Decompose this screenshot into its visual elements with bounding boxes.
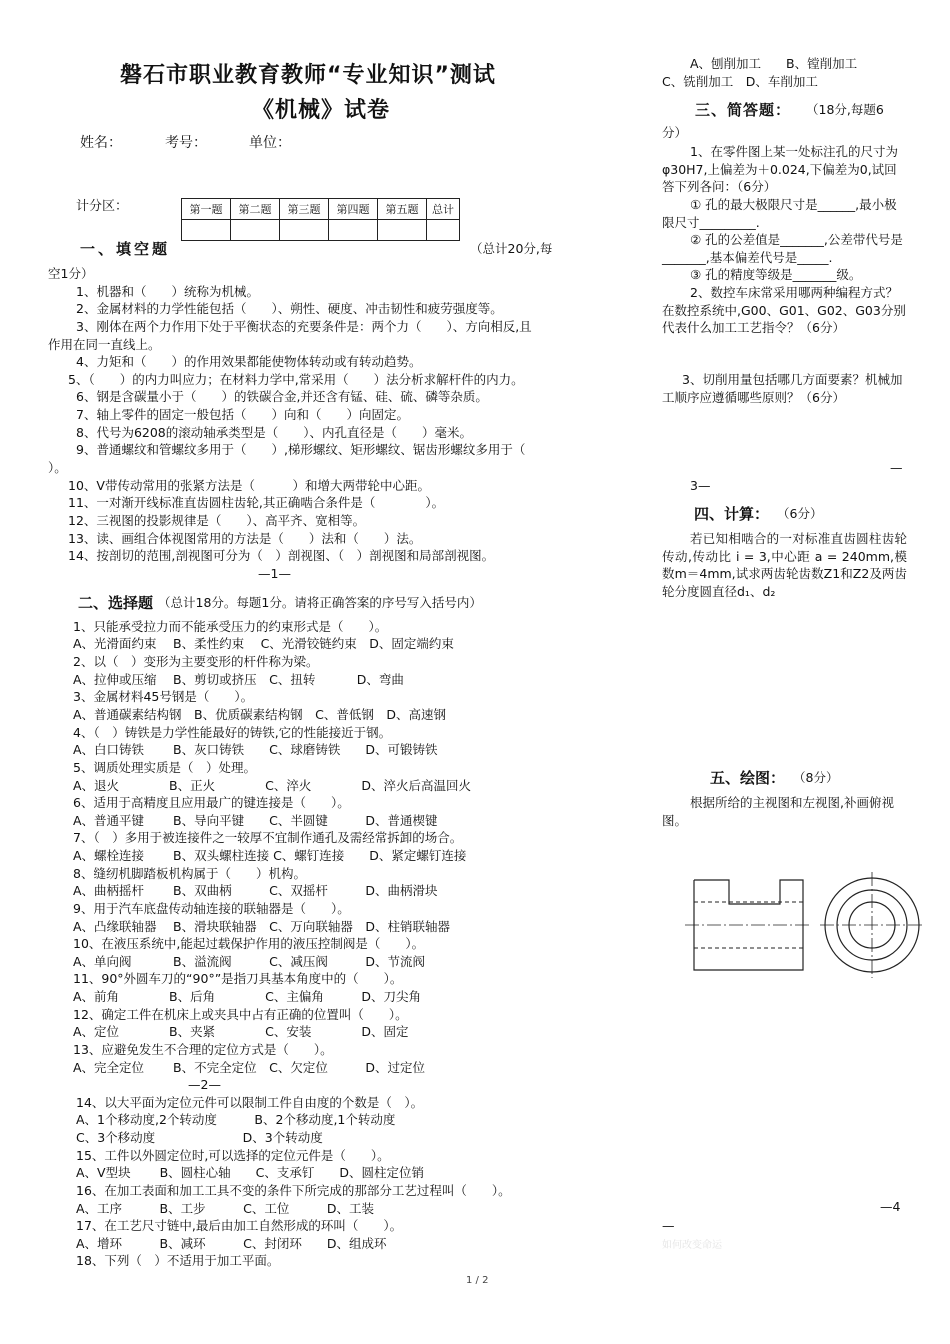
faint-watermark-text: 如何改变命运	[662, 1240, 722, 1251]
score-header: 第三题	[280, 199, 329, 220]
q18-options-2: C、铣削加工 D、车削加工	[662, 74, 818, 89]
s2-line: A、增环 B、减环 C、封闭环 D、组成环	[76, 1236, 387, 1251]
section5-note: （8分）	[793, 770, 839, 785]
s2-line: A、拉伸或压缩 B、剪切或挤压 C、扭转 D、弯曲	[73, 672, 404, 687]
section1-note: （总计20分,每	[470, 241, 553, 256]
score-cell[interactable]	[378, 220, 427, 241]
section3-note2: 分）	[662, 125, 688, 140]
s2-line: 10、在液压系统中,能起过载保护作用的液压控制阀是（ ）。	[73, 936, 425, 951]
score-header: 总计	[427, 199, 460, 220]
s1-item: 6、钢是含碳量小于（ ）的铁碳合金,并还含有锰、硅、硫、磷等杂质。	[76, 389, 488, 404]
s1-item: 1、机器和（ ）统称为机械。	[76, 284, 259, 299]
s2-line: A、单向阀 B、溢流阀 C、减压阀 D、节流阀	[73, 954, 425, 969]
s2-line: 6、适用于高精度且应用最广的键连接是（ ）。	[73, 795, 350, 810]
s2-line: 8、缝纫机脚踏板机构属于（ ）机构。	[73, 866, 306, 881]
s1-item: 11、一对渐开线标准直齿圆柱齿轮,其正确啮合条件是（ ）。	[68, 495, 445, 510]
score-header: 第二题	[231, 199, 280, 220]
mechanical-drawing	[682, 868, 922, 978]
s1-item: 5、（ ）的内力叫应力；在材料力学中,常采用（ ）法分析求解杆件的内力。	[68, 372, 524, 387]
score-table	[181, 198, 460, 241]
s1-item: 9、普通螺纹和管螺纹多用于（ ）,梯形螺纹、矩形螺纹、锯齿形螺纹多用于（	[76, 442, 526, 457]
s2-line: A、V型块 B、圆柱心轴 C、支承钉 D、圆柱定位销	[76, 1165, 425, 1180]
s1-item: 13、读、画组合体视图常用的方法是（ ）法和（ ）法。	[68, 531, 422, 546]
s1-item: 2、金属材料的力学性能包括（ ）、朔性、硬度、冲击韧性和疲劳强度等。	[76, 301, 503, 316]
s2-line: 15、工件以外圆定位时,可以选择的定位元件是（ ）。	[76, 1148, 390, 1163]
s3-q1b: ② 孔的公差值是_______,公差带代号是_______,基本偏差代号是_____.	[662, 232, 903, 265]
s2-line: A、曲柄摇杆 B、双曲柄 C、双摇杆 D、曲柄滑块	[73, 883, 438, 898]
left-view	[820, 872, 922, 978]
front-view	[685, 880, 812, 970]
s2-line: 1、只能承受拉力而不能承受压力的约束形式是（ ）。	[73, 619, 388, 634]
name-label: 姓名：	[80, 135, 122, 151]
section2-note: （总计18分。每题1分。请将正确答案的序号写入括号内）	[158, 595, 482, 610]
s2-line: 7、（ ）多用于被连接件之一较厚不宜制作通孔及需经常拆卸的场合。	[73, 830, 463, 845]
s1-item: 12、三视图的投影规律是（ ）、高平齐、宽相等。	[68, 513, 366, 528]
s2-line: A、白口铸铁 B、灰口铸铁 C、球磨铸铁 D、可锻铸铁	[73, 742, 438, 757]
section5-heading: 五、绘图：	[710, 769, 786, 787]
section4-note: （6分）	[777, 506, 823, 521]
s2-line: A、凸缘联轴器 B、滑块联轴器 C、万向联轴器 D、柱销联轴器	[73, 919, 450, 934]
score-header: 第五题	[378, 199, 427, 220]
section1-heading: 一、填空题	[80, 240, 171, 258]
s2-line: A、退火 B、正火 C、淬火 D、淬火后高温回火	[73, 778, 471, 793]
s2-line: 18、下列（ ）不适用于加工平面。	[76, 1253, 280, 1268]
s1-item: 8、代号为6208的滚动轴承类型是（ ）、内孔直径是（ ）毫米。	[76, 425, 473, 440]
exam-no-label: 考号：	[165, 135, 207, 151]
s2-line: A、前角 B、后角 C、主偏角 D、刀尖角	[73, 989, 421, 1004]
s4-text: 若已知相啮合的一对标准直齿圆柱齿轮传动,传动比 i = 3,中心距 a = 240mm,模数m＝4mm,试求两齿轮齿数Z1和Z2及两齿轮分度圆直径d₁、d₂	[662, 531, 907, 600]
page-mark-2: —2—	[188, 1077, 221, 1092]
s2-line: A、光滑面约束 B、柔性约束 C、光滑铰链约束 D、固定端约束	[73, 636, 454, 651]
score-cell[interactable]	[280, 220, 329, 241]
score-cell[interactable]	[329, 220, 378, 241]
page-number: 1 / 2	[466, 1275, 489, 1286]
s2-line: 11、90°外圆车刀的“90°”是指刀具基本角度中的（ ）。	[73, 971, 403, 986]
page-mark-1: —1—	[258, 566, 291, 581]
s2-line: 2、以（ ）变形为主要变形的杆件称为梁。	[73, 654, 319, 669]
section4-heading: 四、计算：	[694, 505, 770, 523]
page-mark-3b: 3—	[690, 478, 711, 493]
s1-item: 3、刚体在两个力作用下处于平衡状态的充要条件是：两个力（ ）、方向相反,且	[76, 319, 532, 334]
title-line1: 磐石市职业教育教师“专业知识”测试	[120, 63, 496, 88]
s3-q1a: ① 孔的最大极限尺寸是______,最小极限尺寸_________.	[662, 197, 897, 230]
score-header: 第四题	[329, 199, 378, 220]
s2-line: 12、确定工件在机床上或夹具中占有正确的位置叫（ ）。	[73, 1007, 408, 1022]
score-cell[interactable]	[427, 220, 460, 241]
s2-line: 13、应避免发生不合理的定位方式是（ ）。	[73, 1042, 333, 1057]
s2-line: 17、在工艺尺寸链中,最后由加工自然形成的环叫（ ）。	[76, 1218, 403, 1233]
s1-item: 4、力矩和（ ）的作用效果都能使物体转动或有转动趋势。	[76, 354, 422, 369]
s2-line: A、普通碳素结构钢 B、优质碳素结构钢 C、普低钢 D、高速钢	[73, 707, 446, 722]
s1-item: 14、按剖切的范围,剖视图可分为（ ）剖视图、（ ）剖视图和局部剖视图。	[68, 548, 495, 563]
s2-line: A、工序 B、工步 C、工位 D、工装	[76, 1201, 374, 1216]
unit-label: 单位：	[249, 135, 291, 151]
score-cell[interactable]	[182, 220, 231, 241]
title-line2: 《机械》试卷	[252, 98, 391, 123]
s2-line: A、普通平键 B、导向平键 C、半圆键 D、普通楔键	[73, 813, 438, 828]
page-mark-4a: —4	[880, 1199, 901, 1214]
s1-item: 作用在同一直线上。	[48, 337, 161, 352]
s3-q3: 3、切削用量包括哪几方面要素？机械加工顺序应遵循哪些原则？（6分）	[662, 372, 903, 405]
section3-heading: 三、简答题：	[695, 101, 792, 119]
s2-line: A、1个移动度,2个转动度 B、2个移动度,1个转动度	[76, 1112, 396, 1127]
s3-q1: 1、在零件图上某一处标注孔的尺寸为φ30H7,上偏差为＋0.024,下偏差为0,试回答下列各问：（6分）	[662, 144, 898, 195]
section2-heading: 二、选择题	[78, 594, 154, 612]
s1-item: 10、V带传动常用的张紧方法是（ ）和增大两带轮中心距。	[68, 478, 430, 493]
score-cell[interactable]	[231, 220, 280, 241]
s2-line: A、完全定位 B、不完全定位 C、欠定位 D、过定位	[73, 1060, 425, 1075]
page-mark-4b: —	[662, 1218, 675, 1233]
s2-line: 4、（ ）铸铁是力学性能最好的铸铁,它的性能接近于钢。	[73, 725, 392, 740]
s1-item: 7、轴上零件的固定一般包括（ ）向和（ ）向固定。	[76, 407, 409, 422]
s2-line: 5、调质处理实质是（ ）处理。	[73, 760, 256, 775]
s2-line: 16、在加工表面和加工工具不变的条件下所完成的那部分工艺过程叫（ ）。	[76, 1183, 511, 1198]
section3-note: （18分,每题6	[806, 102, 884, 117]
s5-text: 根据所给的主视图和左视图,补画俯视图。	[662, 795, 894, 828]
s2-line: C、3个移动度 D、3个转动度	[76, 1130, 323, 1145]
score-area-label: 计分区：	[76, 199, 129, 214]
page-mark-3a: —	[890, 460, 903, 475]
s2-line: A、定位 B、夹紧 C、安装 D、固定	[73, 1024, 409, 1039]
s2-line: A、螺栓连接 B、双头螺柱连接 C、螺钉连接 D、紧定螺钉连接	[73, 848, 467, 863]
s2-line: 14、以大平面为定位元件可以限制工件自由度的个数是（ ）。	[76, 1095, 424, 1110]
section1-note2: 空1分）	[48, 266, 94, 281]
s1-item: ）。	[48, 460, 67, 475]
s2-line: 3、金属材料45号钢是（ ）。	[73, 689, 254, 704]
score-header: 第一题	[182, 199, 231, 220]
s3-q1c: ③ 孔的精度等级是_______级。	[690, 267, 862, 282]
s2-line: 9、用于汽车底盘传动轴连接的联轴器是（ ）。	[73, 901, 350, 916]
s3-q2: 2、数控车床常采用哪两种编程方式？在数控系统中,G00、G01、G02、G03分别代表什么加工工艺指令？（6分）	[662, 285, 906, 336]
q18-options-1: A、刨削加工 B、镗削加工	[690, 56, 858, 71]
